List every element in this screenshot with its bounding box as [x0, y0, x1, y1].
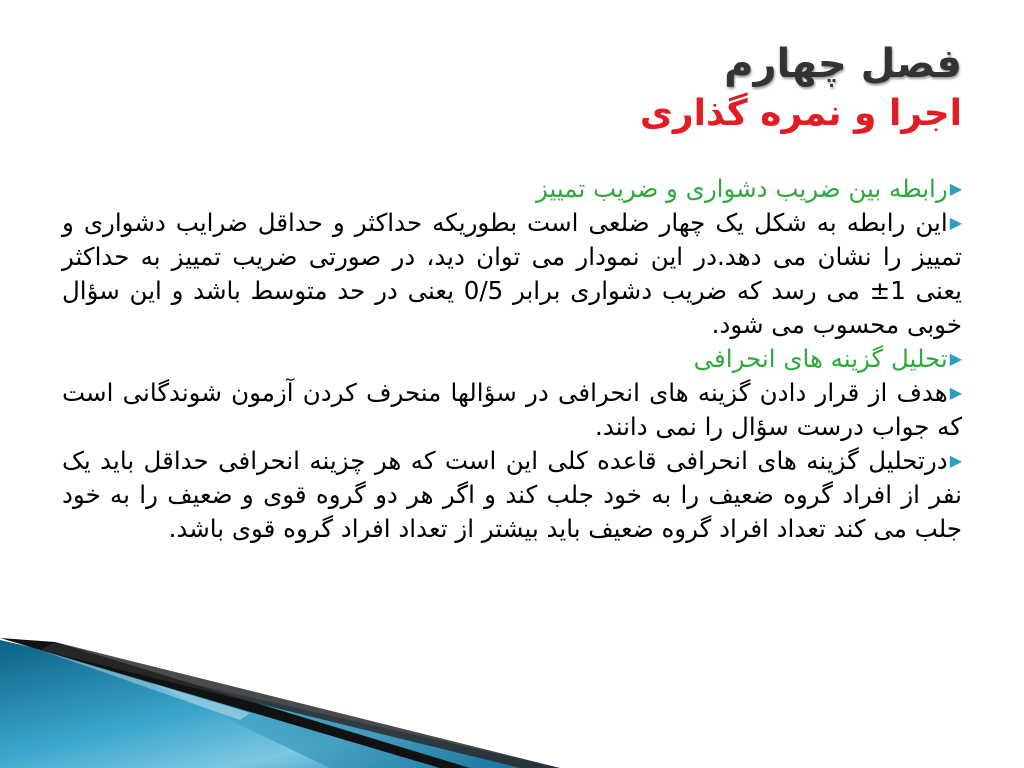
triangle-bullet-icon: ▶ [949, 179, 962, 198]
corner-decoration [0, 628, 1024, 768]
paragraph-text: تحلیل گزینه های انحرافی [693, 344, 948, 373]
slide-title: فصل چهارم [724, 41, 962, 87]
section-heading [62, 342, 962, 376]
triangle-bullet-icon: ▶ [949, 213, 962, 232]
triangle-bullet-icon: ▶ [949, 349, 962, 368]
slide-subtitle: اجرا و نمره گذاری [639, 93, 962, 134]
section-heading [62, 172, 962, 206]
body-paragraph [62, 206, 962, 342]
body-paragraph [62, 444, 962, 546]
triangle-bullet-icon: ▶ [949, 383, 962, 402]
paragraph-text: درتحلیل گزینه های انحرافی قاعده کلی این است که هر چزینه انحرافی حداقل باید یک نفر از افراد گروه ضعیف را به خود جلب کند و اگر هر دو گروه قوی و ضعیف را به خود جلب می کند تعداد افراد گروه ضعیف باید بیشتر از تعداد افراد گروه قوی باشد. [62, 446, 962, 543]
paragraph-text: رابطه بین ضریب دشواری و ضریب تمییز [535, 174, 948, 203]
body-paragraph [62, 376, 962, 444]
title-block [62, 38, 962, 138]
paragraph-text: این رابطه به شکل یک چهار ضلعی است بطوریکه حداکثر و حداقل ضرایب دشواری و تمییز را نشان می دهد.در این نمودار می توان دید، در صورتی ضریب تمییز به حداکثر یعنی 1± می رسد که ضریب دشواری برابر 0/5 یعنی در حد متوسط باشد و این سؤال خوبی محسوب می شود. [62, 208, 962, 339]
paragraph-text: هدف از قرار دادن گزینه های انحرافی در سؤالها منحرف کردن آزمون شوندگانی است که جواب درست سؤال را نمی دانند. [62, 378, 962, 441]
triangle-bullet-icon: ▶ [949, 451, 962, 470]
slide-body [62, 172, 962, 546]
